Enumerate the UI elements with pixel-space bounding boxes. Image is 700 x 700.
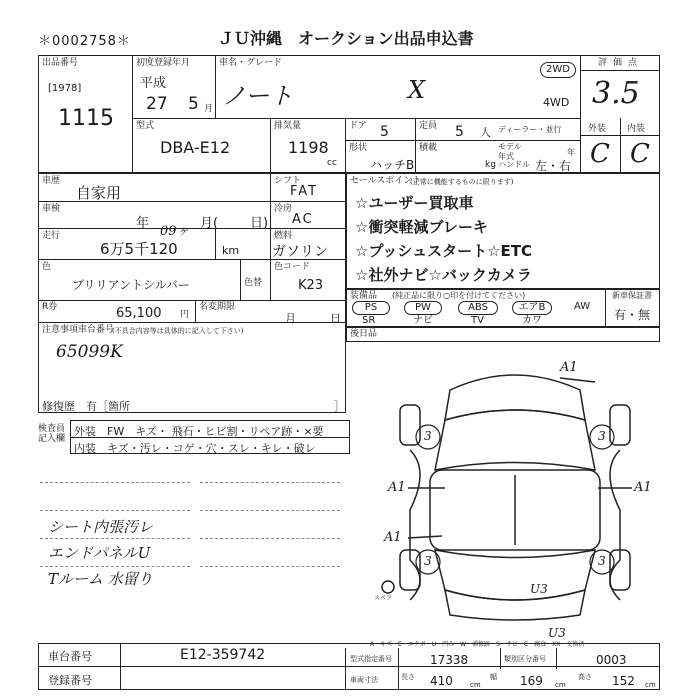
- inspector-note-2: エンドパネルU: [48, 544, 151, 562]
- damage-mark-top: A1: [560, 360, 578, 375]
- equipment-sub: (純正品に限り○印を付けてください): [392, 291, 526, 300]
- load-unit: kg: [485, 160, 496, 170]
- width-value: 169: [520, 674, 543, 688]
- car-damage-diagram: [370, 360, 660, 625]
- registration-month: 5: [188, 94, 199, 114]
- sales-point-1: ☆ユーザー買取車: [355, 194, 474, 212]
- sales-points-sub: (正常に機能するものに限ります): [410, 178, 514, 186]
- repair-label: 修復歴 有［箇所: [42, 400, 130, 413]
- exterior-label: 外装: [588, 124, 607, 134]
- inspection-year-unit: 年: [136, 216, 150, 231]
- inspector-note-3: Tルーム 水留り: [48, 570, 153, 588]
- fuel-value: ガソリン: [272, 244, 328, 260]
- width-label: 幅: [490, 673, 497, 681]
- model-label: 型式: [136, 121, 155, 131]
- interior-grade: C: [630, 139, 650, 169]
- rear-items-frame: [346, 327, 660, 342]
- shift-label: シフト: [274, 176, 302, 186]
- damage-mark-rl: 3: [424, 554, 432, 568]
- grade-value: 3.5: [592, 76, 640, 111]
- shift-value: FAT: [290, 184, 319, 199]
- fuel-label: 燃料: [274, 231, 293, 241]
- recycle-unit: 円: [180, 310, 190, 320]
- registration-label: 初度登録年月: [136, 58, 191, 68]
- lot-label: 出品番号: [42, 58, 79, 68]
- height-unit: cm: [645, 681, 656, 689]
- registration-year: 27: [146, 94, 168, 114]
- type-no-label: 型式指定番号: [350, 655, 392, 663]
- registration-era: 平成: [140, 76, 167, 91]
- damage-mark-bumper: U3: [548, 626, 566, 640]
- equipment-label: 装備品: [350, 291, 378, 301]
- body-shape-value: ハッチB: [370, 158, 415, 172]
- car-name-label: 車名・グレード: [219, 58, 283, 68]
- exterior-grade: C: [590, 139, 610, 169]
- mileage-unit: km: [222, 244, 240, 257]
- aircon-label: 冷房: [274, 204, 293, 214]
- rear-items-label: 後日品: [350, 329, 378, 339]
- color-code-label: 色コード: [274, 262, 311, 272]
- usage-label: 車歴: [42, 176, 61, 186]
- new-car-warranty-label: 新車保証書: [612, 291, 652, 300]
- equip-pw: PW: [404, 301, 442, 315]
- dealer-label: ディーラー・並行: [498, 125, 562, 134]
- inspection-day-unit: 日): [250, 216, 269, 231]
- grade-label: 評価点: [598, 58, 644, 68]
- lot-number: 1115: [58, 106, 114, 131]
- notes-label: 注意事項車台番号: [42, 325, 115, 335]
- damage-mark-left-door: A1: [388, 480, 406, 495]
- sales-point-3: ☆プッシュスタート☆ETC: [355, 242, 533, 260]
- sales-point-4: ☆社外ナビ☆バックカメラ: [355, 266, 532, 284]
- damage-mark-rr: 3: [598, 554, 606, 568]
- capacity-value: 5: [455, 124, 464, 140]
- load-label: 積載: [419, 143, 438, 153]
- damage-mark-left-rear-door: A1: [384, 530, 402, 545]
- capacity-unit: 人: [480, 126, 491, 139]
- damage-mark-fr: 3: [598, 429, 606, 443]
- warranty-month-unit: 月: [285, 312, 296, 325]
- body-shape-label: 形状: [349, 143, 368, 153]
- inspector-notes-area: [40, 470, 340, 620]
- inspection-label: 車検: [42, 204, 61, 214]
- damage-mark-rear: U3: [530, 582, 548, 596]
- damage-code-legend: A－キズ E－エクボ U－凹み W－補修跡 S－サビ C－腐食 XX－交換済: [370, 641, 585, 648]
- type-no-value: 17338: [430, 653, 469, 667]
- equip-leather: カワ: [522, 315, 542, 326]
- mileage-label: 走行: [42, 231, 61, 241]
- car-name: ノート: [222, 82, 294, 110]
- sales-points-label: セールスポイント: [350, 176, 422, 186]
- repair-close: ］: [334, 400, 345, 413]
- inspection-note: 09ヶ: [160, 224, 190, 239]
- lot-sub: [1978]: [48, 83, 82, 94]
- inspector-note-1: シート内張汚レ: [48, 518, 154, 536]
- height-value: 152: [612, 674, 635, 688]
- inspection-month-unit: 月(: [200, 216, 219, 231]
- color-value: ブリリアントシルバー: [72, 278, 190, 292]
- warranty-day-unit: 日: [330, 312, 341, 325]
- drive-2wd-circled: 2WD: [540, 62, 576, 78]
- chassis-label: 車台番号: [48, 650, 92, 663]
- spare-label: スペア: [374, 595, 393, 602]
- damage-legend-int: 内装 キズ・汚レ・コゲ・穴・スレ・キレ・破レ: [74, 442, 316, 455]
- class-no-value: 0003: [596, 653, 627, 667]
- displacement-value: 1198: [288, 138, 329, 157]
- equip-sr: SR: [362, 315, 376, 326]
- notes-sub: (不具合内容等は具体的に記入して下さい): [112, 327, 244, 335]
- damage-mark-fl: 3: [424, 429, 432, 443]
- color-code-value: K23: [298, 278, 324, 293]
- equip-airbag: エアB: [512, 301, 552, 315]
- document-number: ＊0002758＊: [38, 34, 131, 49]
- form-title: ＪＵ沖縄 オークション出品申込書: [218, 29, 474, 48]
- recycle-label: R券: [42, 302, 58, 312]
- sales-point-2: ☆衝突軽減ブレーキ: [355, 218, 488, 236]
- damage-mark-right-door: A1: [634, 480, 652, 495]
- color-change-label: 色替: [244, 278, 263, 288]
- reg-no-label: 登録番号: [48, 674, 92, 687]
- equip-tv: TV: [471, 315, 484, 326]
- doors-value: 5: [380, 124, 389, 140]
- handle-label: ハンドル: [498, 160, 530, 169]
- notes-value: 65099K: [56, 342, 123, 362]
- new-car-warranty-value: 有・無: [614, 308, 651, 322]
- chassis-value: E12-359742: [180, 647, 266, 663]
- drive-4wd: 4WD: [543, 96, 570, 109]
- equip-abs: ABS: [458, 301, 498, 315]
- equip-ps: PS: [352, 301, 390, 315]
- model-year-label: モデル年式: [498, 142, 522, 161]
- car-grade: X: [408, 76, 426, 104]
- length-unit: cm: [470, 681, 481, 689]
- usage-value: 自家用: [76, 184, 122, 202]
- mileage-value: 6万5千120: [100, 240, 178, 258]
- aircon-value: AC: [292, 212, 314, 227]
- doors-label: ドア: [349, 121, 367, 131]
- dimensions-label: 車両寸法: [350, 676, 378, 684]
- handle-value: 左・右: [535, 159, 572, 173]
- height-label: 高さ: [578, 673, 592, 681]
- length-label: 長さ: [401, 673, 415, 681]
- model-value: DBA-E12: [160, 138, 231, 157]
- model-year-unit: 年: [567, 148, 575, 157]
- width-unit: cm: [555, 681, 566, 689]
- class-no-label: 類別区分番号: [504, 655, 546, 663]
- displacement-label: 排気量: [274, 121, 302, 131]
- equip-navi: ナビ: [413, 315, 433, 326]
- registration-month-unit: 月: [204, 104, 214, 114]
- warranty-label: 名変期限: [199, 302, 236, 312]
- history-frame: [38, 173, 346, 413]
- interior-label: 内装: [627, 124, 646, 134]
- displacement-unit: cc: [327, 158, 337, 168]
- damage-legend-label: 検査員記入欄: [38, 424, 66, 444]
- color-label: 色: [42, 262, 52, 272]
- recycle-value: 65,100: [116, 306, 162, 321]
- capacity-label: 定員: [419, 121, 438, 131]
- equip-aw: AW: [574, 301, 591, 312]
- length-value: 410: [430, 674, 453, 688]
- damage-legend-ext: 外装 FW キズ・ 飛石・ヒビ割・リペア跡・×要: [74, 425, 324, 438]
